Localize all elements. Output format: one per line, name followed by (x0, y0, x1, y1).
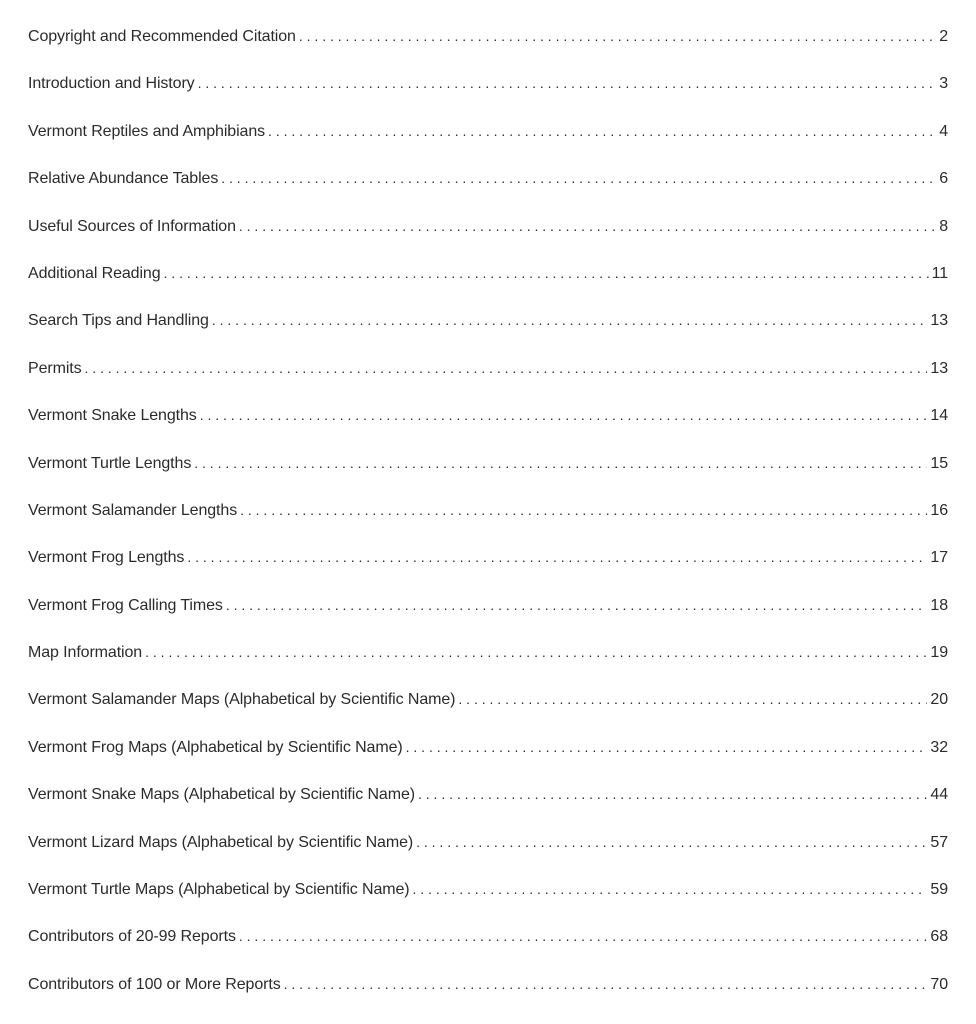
toc-entry[interactable] (28, 819, 948, 866)
toc-entry[interactable] (28, 582, 948, 629)
dot-leader (413, 866, 928, 913)
toc-entry[interactable] (28, 440, 948, 487)
toc-entry-page: 11 (931, 264, 948, 282)
toc-entry-page: 3 (939, 75, 948, 93)
toc-entry-page: 4 (939, 122, 948, 140)
toc-entry[interactable] (28, 155, 948, 202)
toc-entry[interactable] (28, 771, 948, 818)
dot-leader (145, 629, 927, 676)
toc-entry-title: Contributors of 100 or More Reports (28, 975, 281, 993)
toc-entry-page: 68 (930, 928, 948, 946)
dot-leader (187, 534, 927, 581)
toc-entry-page: 32 (930, 738, 948, 756)
toc-entry[interactable] (28, 534, 948, 581)
toc-entry-page: 18 (930, 596, 948, 614)
toc-entry[interactable] (28, 629, 948, 676)
dot-leader (194, 440, 927, 487)
toc-entry-title: Copyright and Recommended Citation (28, 28, 296, 45)
dot-leader (299, 13, 936, 60)
dot-leader (212, 297, 928, 344)
toc-entry-page: 13 (930, 359, 948, 377)
toc-entry[interactable] (28, 60, 948, 107)
dot-leader (418, 771, 927, 818)
dot-leader (416, 819, 927, 866)
toc-entry-title: Vermont Snake Lengths (28, 407, 197, 425)
toc-entry[interactable] (28, 250, 948, 297)
toc-entry-title: Search Tips and Handling (28, 312, 209, 330)
toc-entry-page: 8 (939, 217, 948, 235)
toc-entry-title: Vermont Lizard Maps (Alphabetical by Scientific Name) (28, 833, 414, 851)
toc-entry-title: Permits (28, 359, 82, 377)
toc-entry-page: 6 (939, 170, 948, 188)
toc-entry[interactable] (28, 297, 948, 344)
dot-leader (226, 582, 928, 629)
toc-entry-title: Additional Reading (28, 264, 161, 282)
toc-entry-page: 15 (930, 454, 948, 472)
toc-entry[interactable] (28, 13, 948, 60)
toc-entry-title: Vermont Turtle Lengths (28, 454, 192, 472)
toc-entry-title: Introduction and History (28, 75, 195, 93)
dot-leader (284, 961, 928, 1008)
dot-leader (239, 913, 928, 960)
toc-entry-page: 17 (930, 549, 948, 567)
dot-leader (85, 345, 928, 392)
toc-entry-title: Relative Abundance Tables (28, 170, 219, 188)
toc-entry[interactable] (28, 866, 948, 913)
toc-entry-title: Useful Sources of Information (28, 217, 236, 235)
dot-leader (200, 392, 928, 439)
toc-entry-page: 13 (930, 312, 948, 330)
toc-entry-title: Vermont Frog Maps (Alphabetical by Scientific Name) (28, 738, 403, 756)
toc-entry[interactable] (28, 913, 948, 960)
toc-entry-title: Vermont Salamander Lengths (28, 501, 238, 519)
dot-leader (458, 676, 927, 723)
toc-entry-page: 16 (930, 501, 948, 519)
toc-entry-page: 70 (930, 975, 948, 993)
dot-leader (268, 108, 936, 155)
toc-entry-page: 57 (930, 833, 948, 851)
toc-entry[interactable] (28, 108, 948, 155)
toc-entry-title: Vermont Reptiles and Amphibians (28, 122, 266, 140)
toc-entry-title: Vermont Turtle Maps (Alphabetical by Scientific Name) (28, 881, 410, 899)
dot-leader (221, 155, 936, 202)
toc-entry[interactable] (28, 392, 948, 439)
toc-entry[interactable] (28, 724, 948, 771)
toc-entry[interactable] (28, 487, 948, 534)
dot-leader (239, 203, 936, 250)
toc-entry-page: 44 (930, 786, 948, 804)
toc-entry-page: 2 (939, 28, 948, 45)
toc-entry-page: 14 (930, 407, 948, 425)
toc-entry[interactable] (28, 345, 948, 392)
toc-entry-page: 19 (930, 644, 948, 662)
toc-entry[interactable] (28, 203, 948, 250)
toc-entry-title: Vermont Salamander Maps (Alphabetical by Scientific Name) (28, 691, 456, 709)
toc-entry[interactable] (28, 676, 948, 723)
toc-entry-title: Vermont Frog Lengths (28, 549, 185, 567)
table-of-contents (28, 13, 948, 1008)
toc-entry-title: Contributors of 20-99 Reports (28, 928, 236, 946)
toc-entry-title: Vermont Frog Calling Times (28, 596, 223, 614)
toc-entry-page: 59 (930, 881, 948, 899)
toc-entry-title: Map Information (28, 644, 143, 662)
toc-entry-title: Vermont Snake Maps (Alphabetical by Scientific Name) (28, 786, 415, 804)
dot-leader (164, 250, 929, 297)
dot-leader (198, 60, 937, 107)
toc-entry[interactable] (28, 961, 948, 1008)
toc-entry-page: 20 (930, 691, 948, 709)
dot-leader (406, 724, 928, 771)
dot-leader (240, 487, 927, 534)
